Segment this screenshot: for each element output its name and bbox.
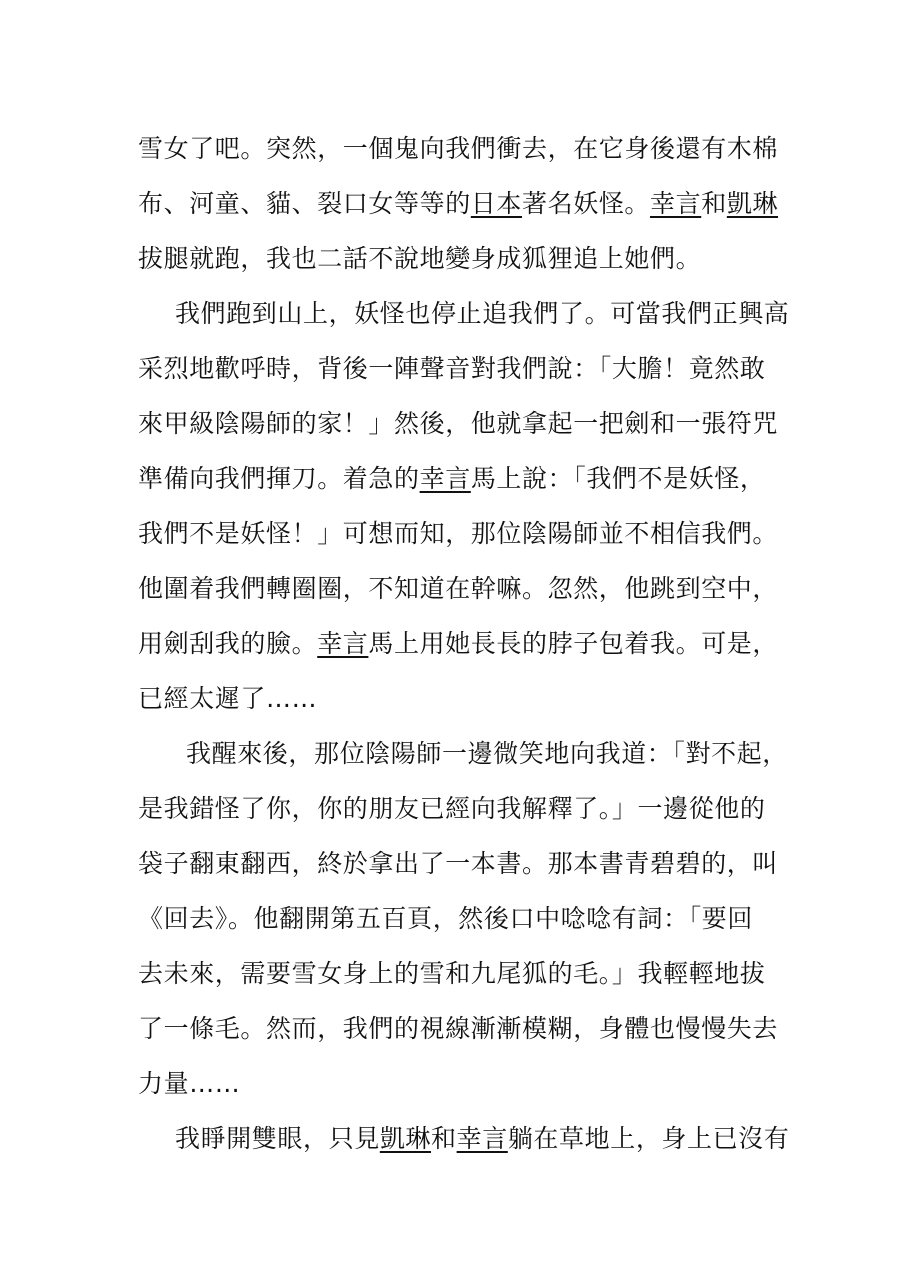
text-line-12 (186, 738, 788, 770)
text-line-16 (138, 958, 766, 990)
line-text: 雪女了吧。突然，一個鬼向我們衝去，在它身後還有木棉 (138, 134, 779, 163)
line-text: 我睜開雙眼，只見 (175, 1124, 380, 1153)
underlined-place-name: 日本 (470, 189, 523, 218)
line-text: 是我錯怪了你，你的朋友已經向我解釋了。」一邊從他的 (138, 794, 766, 823)
text-line-14 (138, 848, 778, 880)
line-text: 準備向我們揮刀。着急的 (138, 464, 420, 493)
line-text: 來甲級陰陽師的家！」然後，他就拿起一把劍和一張符咒 (138, 409, 779, 438)
line-text: 他圍着我們轉圈圈，不知道在幹嘛。忽然，他跳到空中， (138, 574, 779, 603)
line-text: 拔腿就跑，我也二話不說地變身成狐狸追上她們。 (138, 244, 702, 273)
underlined-character-name: 幸言 (456, 1124, 508, 1153)
text-line-7 (138, 463, 766, 495)
underlined-character-name: 幸言 (419, 464, 471, 493)
underlined-character-name: 幸言 (650, 189, 702, 218)
line-text: 用劍刮我的臉。 (138, 629, 318, 658)
line-text: 和 (431, 1124, 457, 1153)
text-line-8 (138, 518, 778, 550)
line-text: 馬上說：「我們不是妖怪， (470, 464, 766, 493)
text-line-1 (138, 133, 778, 165)
text-line-11 (138, 683, 317, 715)
text-line-4 (175, 298, 789, 330)
text-line-6 (138, 408, 778, 440)
text-line-9 (138, 573, 778, 605)
text-line-18 (138, 1068, 240, 1100)
underlined-character-name: 凱琳 (726, 189, 779, 218)
line-text: 馬上用她長長的脖子包着我。可是， (368, 629, 779, 658)
text-line-3 (138, 243, 701, 275)
line-text: 已經太遲了…… (138, 684, 318, 713)
text-line-2 (138, 188, 778, 220)
text-line-15 (138, 903, 753, 935)
line-text: 去未來，需要雪女身上的雪和九尾狐的毛。」我輕輕地拔 (138, 959, 766, 988)
line-text: 我們不是妖怪！」可想而知，那位陰陽師並不相信我們。 (138, 519, 779, 548)
text-line-17 (138, 1013, 778, 1045)
line-text: 《回去》。他翻開第五百頁，然後口中唸唸有詞：「要回 (138, 904, 754, 933)
line-text: 采烈地歡呼時，背後一陣聲音對我們說：「大膽！竟然敢 (138, 354, 766, 383)
line-text: 躺在草地上，身上已沒有 (507, 1124, 790, 1153)
line-text: 和 (701, 189, 727, 218)
line-text: 著名妖怪。 (522, 189, 651, 218)
line-text: 我醒來後，那位陰陽師一邊微笑地向我道：「對不起， (186, 739, 788, 768)
text-line-13 (138, 793, 766, 825)
line-text: 力量…… (138, 1069, 241, 1098)
underlined-character-name: 幸言 (317, 629, 369, 658)
text-line-5 (138, 353, 766, 385)
line-text: 了一條毛。然而，我們的視線漸漸模糊，身體也慢慢失去 (138, 1014, 779, 1043)
text-line-10 (138, 628, 778, 660)
line-text: 布、河童、貓、裂口女等等的 (138, 189, 471, 218)
line-text: 袋子翻東翻西，終於拿出了一本書。那本書青碧碧的，叫 (138, 849, 779, 878)
line-text: 我們跑到山上，妖怪也停止追我們了。可當我們正興高 (175, 299, 790, 328)
underlined-character-name: 凱琳 (379, 1124, 432, 1153)
text-line-19 (175, 1123, 789, 1155)
